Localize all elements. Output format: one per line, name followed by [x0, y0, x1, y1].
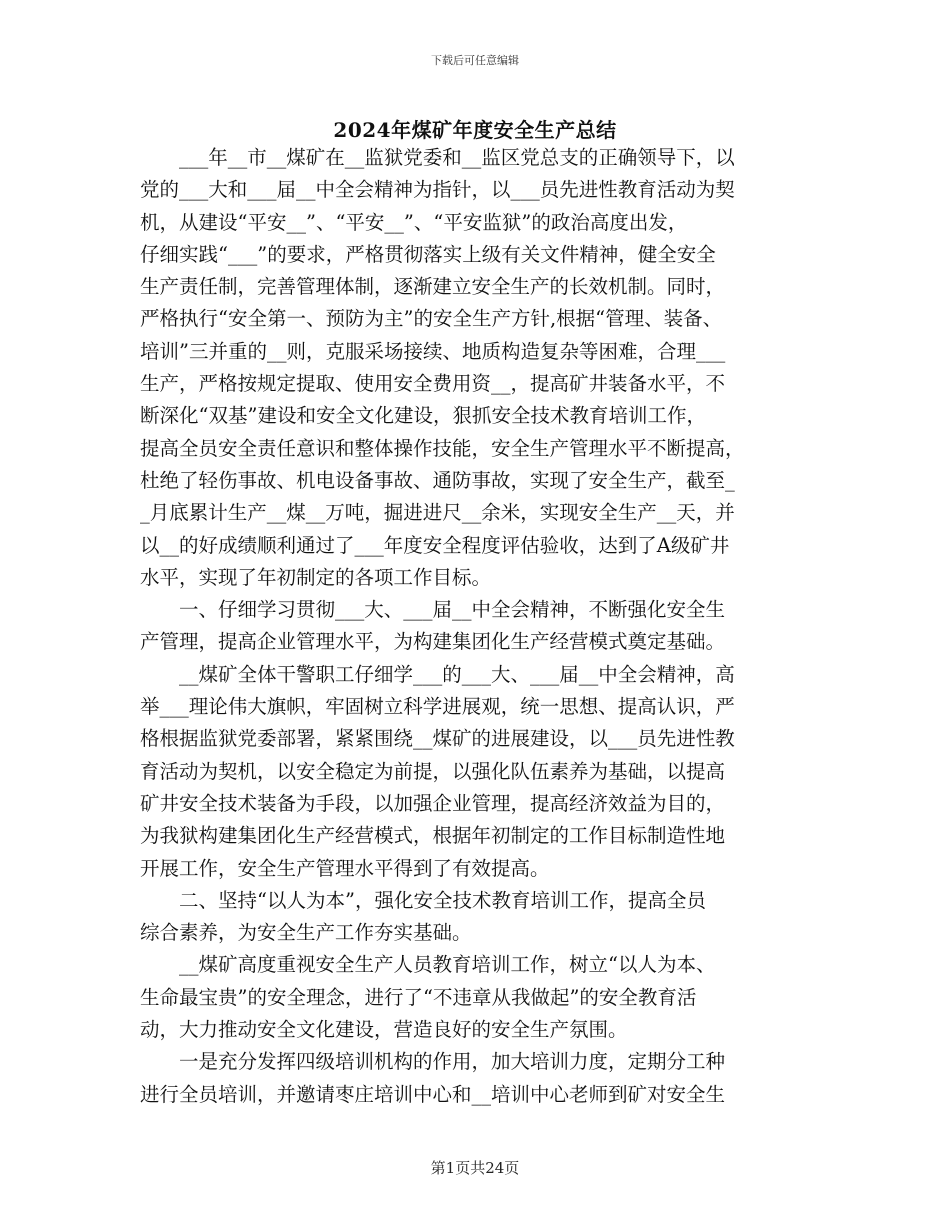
text-line: 格根据监狱党委部署，紧紧围绕__煤矿的进展建设，以___员先进性教 [140, 727, 735, 751]
text-line: 生产，严格按规定提取、使用安全费用资__，提高矿井装备水平，不 [140, 372, 726, 396]
text-line: 断深化“双基”建设和安全文化建设，狠抓安全技术教育培训工作， [140, 404, 706, 428]
text-line: 水平，实现了年初制定的各项工作目标。 [140, 565, 492, 589]
text-line: 育活动为契机，以安全稳定为前提，以强化队伍素养为基础，以提高 [140, 759, 726, 783]
text-line: 产管理，提高企业管理水平，为构建集团化生产经营模式奠定基础。 [140, 630, 726, 654]
text-line: 综合素养，为安全生产工作夯实基础。 [140, 921, 472, 945]
text-line: 仔细实践“___”的要求，严格贯彻落实上级有关文件精神，健全安全 [140, 242, 716, 266]
text-line: 一是充分发挥四级培训机构的作用，加大培训力度，定期分工种 [140, 1050, 726, 1074]
text-line: _月底累计生产__煤__万吨，掘进进尺__余米，实现安全生产__天，并 [140, 501, 735, 525]
document-title: 2024年煤矿年度安全生产总结 [333, 118, 617, 142]
text-line: ___年__市__煤矿在__监狱党委和__监区党总支的正确领导下，以 [140, 146, 735, 169]
text-line: 为我狱构建集团化生产经营模式，根据年初制定的工作目标制造性地 [140, 824, 726, 848]
page-footer: 第1页共24页 [430, 1159, 520, 1177]
document-body [140, 142, 820, 1111]
header-note: 下载后可任意编辑 [431, 54, 519, 67]
text-line: 动，大力推动安全文化建设，营造良好的安全生产氛围。 [140, 1018, 628, 1042]
text-line: 以__的好成绩顺利通过了___年度安全程度评估验收，达到了A级矿井 [140, 533, 730, 557]
text-line: 矿井安全技术装备为手段，以加强企业管理，提高经济效益为目的， [140, 791, 726, 815]
text-line: 培训”三并重的__则，克服采场接续、地质构造复杂等困难，合理___ [140, 339, 726, 363]
text-line: 提高全员安全责任意识和整体操作技能，安全生产管理水平不断提高， [140, 436, 745, 460]
text-line: __煤矿高度重视安全生产人员教育培训工作，树立“以人为本、 [140, 953, 716, 977]
text-line: __煤矿全体干警职工仔细学___的___大、___届__中全会精神，高 [140, 662, 735, 686]
text-line: 举___理论伟大旗帜，牢固树立科学进展观，统一思想、提高认识，严 [140, 695, 735, 719]
text-line: 开展工作，安全生产管理水平得到了有效提高。 [140, 856, 550, 880]
text-line: 党的___大和___届__中全会精神为指针，以___员先进性教育活动为契 [140, 178, 735, 202]
text-line: 生命最宝贵”的安全理念，进行了“不违章从我做起”的安全教育活 [140, 985, 697, 1009]
text-line: 严格执行“安全第一、预防为主”的安全生产方针,根据“管理、装备、 [140, 307, 723, 331]
text-line: 进行全员培训，并邀请枣庄培训中心和__培训中心老师到矿对安全生 [140, 1082, 726, 1106]
text-line: 机，从建设“平安__”、“平安__”、“平安监狱”的政治高度出发， [140, 210, 688, 234]
text-line: 杜绝了轻伤事故、机电设备事故、通防事故，实现了安全生产，截至_ [140, 468, 735, 492]
text-line: 生产责任制，完善管理体制，逐渐建立安全生产的长效机制。同时， [140, 275, 726, 299]
text-line: 二、坚持“以人为本”，强化安全技术教育培训工作，提高全员 [140, 888, 706, 912]
text-line: 一、仔细学习贯彻___大、___届__中全会精神，不断强化安全生 [140, 598, 726, 622]
